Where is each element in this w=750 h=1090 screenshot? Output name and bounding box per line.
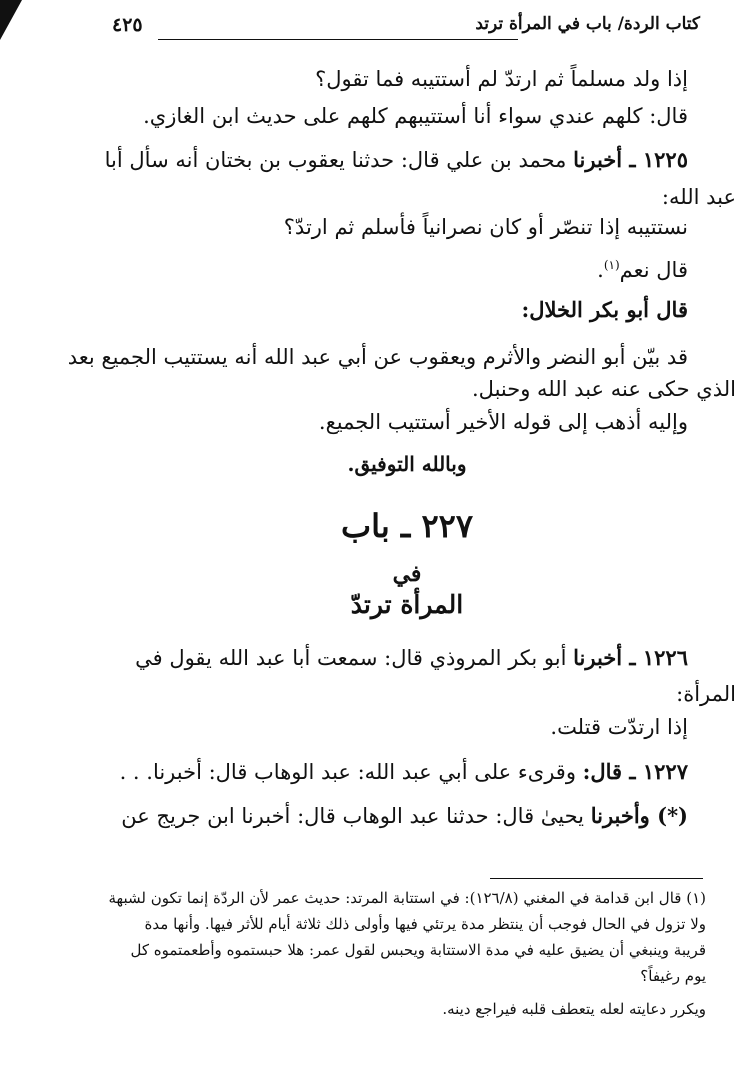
footnote-line: ويكرر دعايته لعله يتعطف قلبه فيراجع دينه. [442,1000,706,1018]
footnote-line: يوم رغيفاً؟ [640,967,706,985]
text-line: وإليه أذهب إلى قوله الأخير أستتيب الجميع. [318,410,688,434]
chapter-subheading: في [392,561,422,587]
text: محمد بن علي قال: حدثنا يعقوب بن بختان أنه سأل أبا [104,148,574,172]
footnote-rule [490,878,703,879]
footnote-marker: (١) [603,258,620,272]
hadith-number: (*) وأخبرنا [590,803,688,828]
narration-1226 [135,643,688,673]
page-number: ٤٢٥ [112,14,143,36]
running-header [112,14,700,44]
header-title: كتاب الردة/ باب في المرأة ترتد [475,14,700,34]
text-line: إذا ارتدّت قتلت. [550,715,688,739]
text-line: قال أبو بكر الخلال: [521,297,688,322]
text-line: إذا ولد مسلماً ثم ارتدّ لم أستتيبه فما تقول؟ [315,67,688,91]
narration-1227 [120,757,688,787]
hadith-number: ١٢٢٦ ـ أخبرنا [573,645,688,670]
text: أبو بكر المروذي قال: سمعت أبا عبد الله يقول في [135,646,574,670]
chapter-heading: ٢٢٧ ـ باب [341,507,473,545]
text: قال نعم [619,258,688,282]
text: يحيىٰ قال: حدثنا عبد الوهاب قال: أخبرنا ابن جريج عن [121,804,591,828]
closing-line: وبالله التوفيق. [347,452,467,476]
text-line: الذي حكى عنه عبد الله وحنبل. [472,377,736,401]
hadith-number: ١٢٢٥ ـ أخبرنا [573,147,688,172]
narration-star [121,801,688,831]
footnote-line: ولا تزول في الحال فوجب أن ينتظر مدة يرتئي فيها وأولى ذلك ثلاثة أيام للأثر فيها. وأنها مدة [144,915,706,933]
footnote-line: قريبة وينبغي أن يضيق عليه في مدة الاستتابة ويحبس لقول عمر: هلا حبستموه وأطعمتموه كل [130,941,706,959]
hadith-number: ١٢٢٧ ـ قال: [582,759,688,784]
text-line [597,250,688,285]
header-rule [158,39,518,40]
narration-1225 [105,145,688,175]
text: وقرىء على أبي عبد الله: عبد الوهاب قال: أخبرنا. . . [119,760,583,784]
text-line: عبد الله: [661,185,736,209]
chapter-title: المرأة ترتدّ [350,590,464,619]
text-line: قال: كلهم عندي سواء أنا أستتيبهم كلهم على حديث ابن الغازي. [143,104,688,128]
footnote-line: (١) قال ابن قدامة في المغني (١٢٦/٨): في استتابة المرتد: حديث عمر لأن الردّة إنما تكون لشبهة [108,889,706,907]
page-corner-shadow [0,0,22,40]
text: . [597,258,604,282]
text-line: نستتيبه إذا تنصّر أو كان نصرانياً فأسلم ثم ارتدّ؟ [283,215,688,239]
text-line: قد بيّن أبو النضر والأثرم ويعقوب عن أبي عبد الله أنه يستتيب الجميع بعد [67,345,688,369]
text-line: المرأة: [676,682,736,706]
